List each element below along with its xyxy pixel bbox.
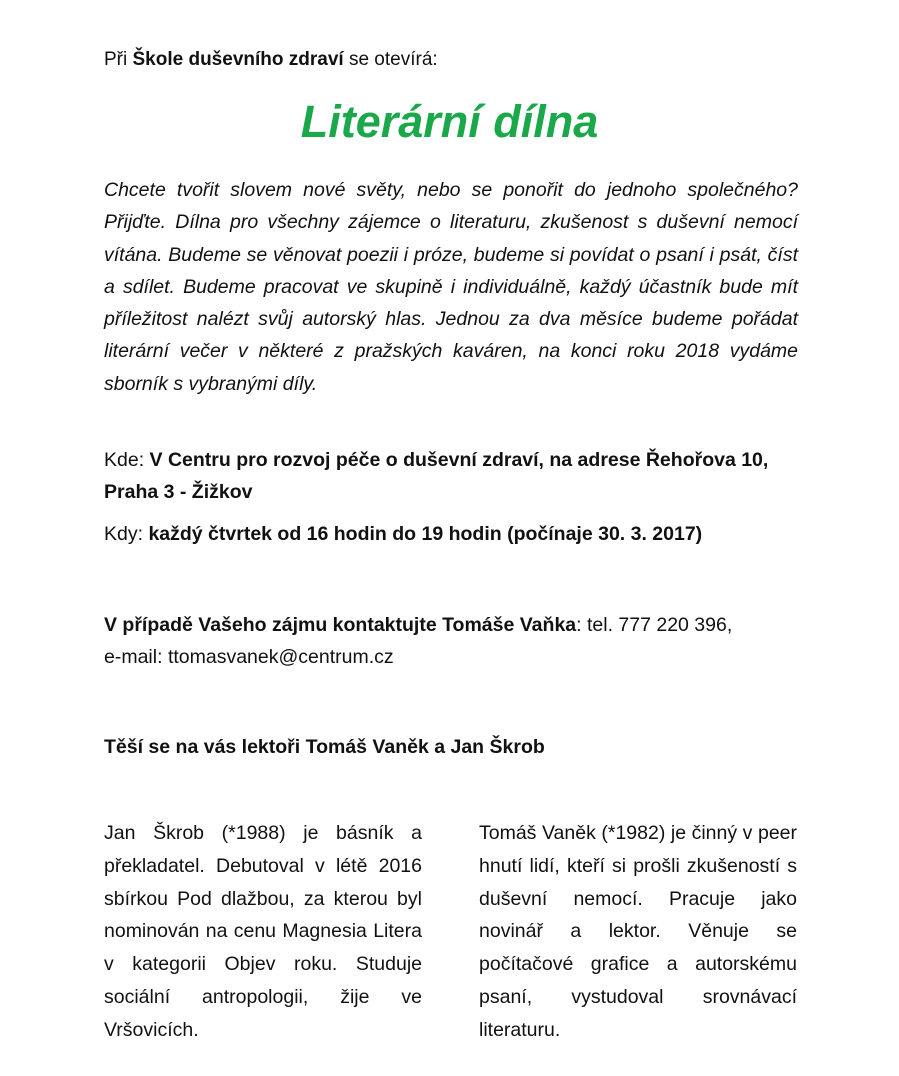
email-label: e-mail: xyxy=(104,646,168,668)
location-label: Kde: xyxy=(104,449,150,471)
contact-phone: : tel. 777 220 396, xyxy=(576,614,733,636)
school-name: Škole duševního zdraví xyxy=(132,49,344,70)
contact-info xyxy=(104,609,804,673)
page-title: Literární dílna xyxy=(300,96,599,147)
intro-line xyxy=(104,46,438,74)
location-value: V Centru pro rozvoj péče o duševní zdraví, na adrese Řehořova 10, Praha 3 - Žižkov xyxy=(104,449,769,503)
description-paragraph: Chcete tvořit slovem nové světy, nebo se ponořit do jednoho společného? Přijďte. Dílna pro všechny zájemce o literaturu, zkušenost s duševní nemocí vítána. Budeme se věnovat poezii i próze, budeme si povídat o psaní i psát, číst a sdílet. Budeme pracovat ve skupině i individuálně, každý účastník bude mít příležitost nalézt svůj autorský hlas. Jednou za dva měsíce budeme pořádat literární večer v některé z pražských kaváren, na konci roku 2018 vydáme sborník s vybranými díly. xyxy=(104,179,798,395)
time-info xyxy=(104,518,804,550)
lectors-line: Těší se na vás lektoři Tomáš Vaněk a Jan Škrob xyxy=(104,736,545,758)
intro-suffix: se otevírá: xyxy=(343,49,438,70)
location-info xyxy=(104,444,804,508)
bio-tomas-vanek: Tomáš Vaněk (*1982) je činný v peer hnutí lidí, kteří si prošli zkušeností s duševní nemocí. Pracuje jako novinář a lektor. Věnuje se počítačové grafice a autorskému psaní, vystudoval srovnávací literaturu. xyxy=(479,822,797,1041)
contact-lead: V případě Vašeho zájmu kontaktujte Tomáše Vaňka xyxy=(104,614,577,636)
intro-prefix: Při xyxy=(104,49,133,70)
time-label: Kdy: xyxy=(104,523,149,545)
email-address: ttomasvanek@centrum.cz xyxy=(167,646,394,668)
time-value: každý čtvrtek od 16 hodin do 19 hodin (počínaje 30. 3. 2017) xyxy=(148,523,703,545)
bio-jan-skrob: Jan Škrob (*1988) je básník a překladatel. Debutoval v létě 2016 sbírkou Pod dlažbou, za kterou byl nominován na cenu Magnesia Litera v kategorii Objev roku. Studuje sociální antropologii, žije ve Vršovicích. xyxy=(104,822,422,1041)
